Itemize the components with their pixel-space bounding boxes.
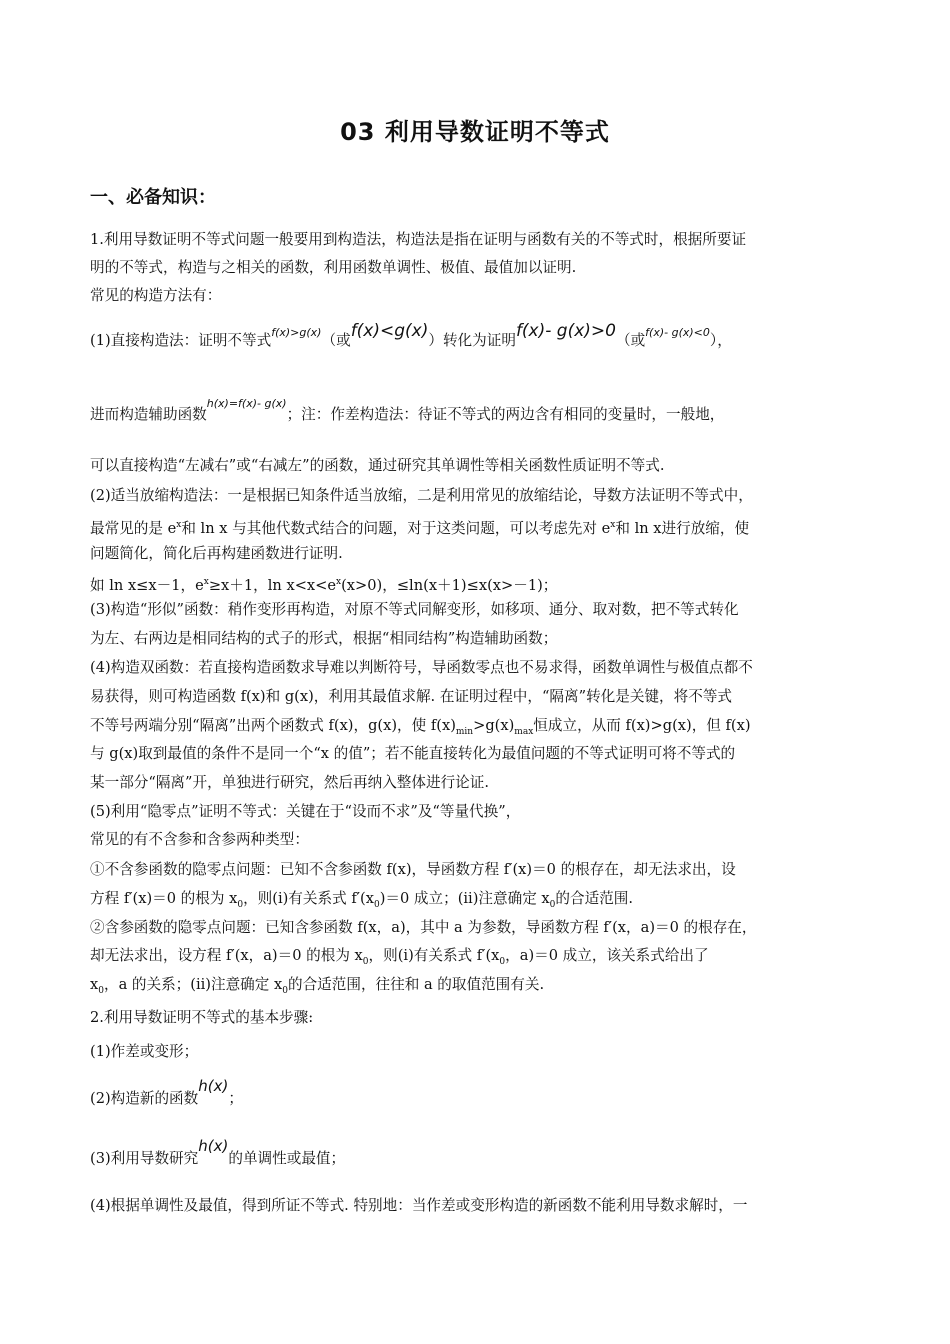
paragraph-line: $x_0$，a 的关系；(ii)注意确定 $x_0$的合适范围，往往和 a 的取值范围有关. [90,976,545,996]
paragraph-line: (2)适当放缩构造法：一是根据已知条件适当放缩，二是利用常见的放缩结论，导数方法证明不等式中， [90,487,753,504]
paragraph-line: 常见的有不含参和含参两种类型： [90,831,309,848]
paragraph-line: 却无法求出，设方程 f′(x，a)＝0 的根为 $x_0$，则(i)有关系式 $f'(x_0$，a)＝0 成立，该关系式给出了 [90,947,709,967]
page-title: 03 利用导数证明不等式 [340,118,610,146]
paragraph-line: (2)构造新的函数h(x)； [90,1077,243,1107]
paragraph-line: (4)根据单调性及最值，得到所证不等式. 特别地：当作差或变形构造的新函数不能利用导数求解时，一 [90,1197,748,1214]
paragraph-line: (5)利用“隐零点”证明不等式：关键在于“设而不求”及“等量代换”， [90,803,521,820]
paragraph-line: ①不含参函数的隐零点问题：已知不含参函数 f(x)，导函数方程 f′(x)＝0 的根存在，却无法求出，设 [90,861,736,878]
formula: f(x)- g(x)<0 [645,326,710,339]
paragraph-line: 最常见的是 $e^x$和 ln x 与其他代数式结合的问题，对于这类问题，可以考虑先对 $e^x$和 ln x进行放缩，使 [90,519,750,537]
paragraph-line: 明的不等式，构造与之相关的函数，利用函数单调性、极值、最值加以证明. [90,259,577,276]
formula: h(x)=f(x)- g(x) [206,397,287,410]
formula: h(x) [198,1137,229,1155]
formula: f(x)- g(x)>0 [515,321,616,341]
paragraph-line: 如 ln x≤x－1，$e^x\ge x+1$，$\ln x<x<e^x(x>0)$，≤ln(x＋1)≤x(x>－1)； [90,576,558,594]
paragraph-line: 为左、右两边是相同结构的式子的形式，根据“相同结构”构造辅助函数； [90,630,558,647]
paragraph-line: 可以直接构造“左减右”或“右减左”的函数，通过研究其单调性等相关函数性质证明不等式. [90,457,665,474]
section-heading: 一、必备知识： [90,187,216,208]
formula: h(x) [198,1077,229,1095]
paragraph-line: 2.利用导数证明不等式的基本步骤: [90,1009,314,1026]
method-1-line-2: 进而构造辅助函数$^{h(x)=f(x)- g(x)}$；注：作差构造法：待证不等式的两边含有相同的变量时，一般地， [90,397,725,423]
paragraph-line: (3)构造“形似”函数：稍作变形再构造，对原不等式同解变形，如移项、通分、取对数，把不等式转化 [90,601,739,618]
paragraph-line: 某一部分“隔离”开，单独进行研究，然后再纳入整体进行论证. [90,774,490,791]
paragraph-line: 方程 f′(x)＝0 的根为 $x_0$，则(i)有关系式 $f'(x_0)=0$ 成立；(ii)注意确定 $x_0$的合适范围. [90,890,634,910]
paragraph-line: 1.利用导数证明不等式问题一般要用到构造法，构造法是指在证明与函数有关的不等式时，根据所要证 [90,231,747,248]
formula: f(x)>g(x) [271,326,322,339]
paragraph-line: (4)构造双函数：若直接构造函数求导难以判断符号，导函数零点也不易求得，函数单调性与极值点都不 [90,659,753,676]
formula: f(x)<g(x) [350,321,429,341]
paragraph-line: 易获得，则可构造函数 f(x)和 g(x)，利用其最值求解. 在证明过程中，“隔离”转化是关键，将不等式 [90,688,733,705]
paragraph-line: (3)利用导数研究h(x)的单调性或最值； [90,1137,346,1167]
paragraph-line: 不等号两端分别“隔离”出两个函数式 f(x)，g(x)，使 $f(x)_{min}>g(x)_{max}$恒成立，从而 f(x)>g(x)，但 f(x) [90,717,751,737]
paragraph-line: 常见的构造方法有： [90,287,222,304]
paragraph-line: ②含参函数的隐零点问题：已知含参函数 f(x，a)，其中 a 为参数，导函数方程 f′(x，a)＝0 的根存在， [90,919,757,936]
paragraph-line: (1)作差或变形； [90,1043,199,1060]
paragraph-line: 与 g(x)取到最值的条件不是同一个“x 的值”；若不能直接转化为最值问题的不等式证明可将不等式的 [90,745,736,762]
method-1-line: (1)直接构造法：证明不等式$^{f(x)>g(x)}$（或f(x)<g(x)）转化为证明f(x)- g(x)>0（或$^{f(x)- g(x)<0}$）， [90,321,732,349]
paragraph-line: 问题简化，简化后再构建函数进行证明. [90,545,343,562]
